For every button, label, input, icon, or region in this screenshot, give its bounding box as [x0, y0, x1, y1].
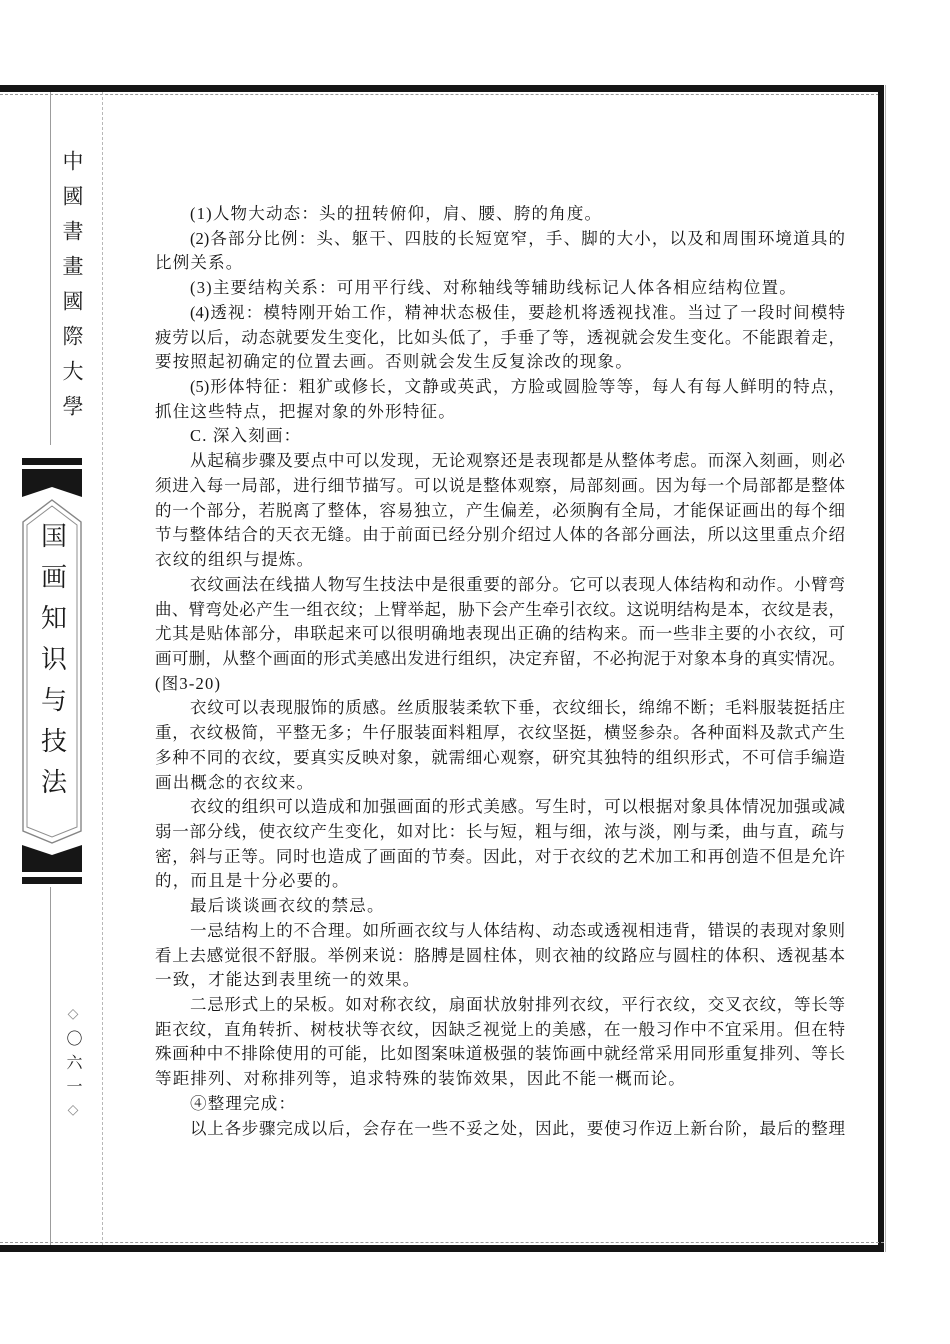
- text-line: 看上去感觉很不舒服。举例来说：胳膊是圆柱体，则衣袖的纹路应与圆柱的体积、透视基本: [155, 945, 845, 965]
- text-line: 衣纹的组织可以造成和加强画面的形式美感。写生时，可以根据对象具体情况加强或减: [190, 797, 845, 817]
- sidebar-rule-upper: [50, 92, 51, 445]
- banner-ribbon-top: [22, 469, 82, 497]
- banner-title: 国画知识与技法: [37, 522, 67, 809]
- text-line: (5)形体特征：粗犷或修长，文静或英武，方脸或圆脸等等，每人有每人鲜明的特点，: [190, 377, 845, 397]
- text-line: 衣纹的组织与提炼。: [155, 550, 315, 570]
- text-line: 二忌形式上的呆板。如对称衣纹，扇面状放射排列衣纹，平行衣纹，交叉衣纹，等长等: [190, 995, 845, 1014]
- banner-top-bar: [22, 458, 82, 465]
- banner-title-wrap: [22, 522, 82, 812]
- title-banner: [22, 458, 82, 885]
- text-line: (2)各部分比例：头、躯干、四肢的长短宽窄，手、脚的大小，以及和周围环境道具的: [190, 228, 845, 248]
- text-line: 以上各步骤完成以后，会存在一些不妥之处，因此，要使习作迈上新台阶，最后的整理: [190, 1118, 845, 1138]
- text-line: 最后谈谈画衣纹的禁忌。: [190, 896, 385, 916]
- page-number-digits: 〇六一: [64, 1030, 81, 1102]
- text-line: 节与整体结合的天衣无缝。由于前面已经分别介绍过人体的各部分画法，所以这里重点介绍: [155, 525, 845, 545]
- text-line: 画出概念的衣纹来。: [155, 772, 315, 792]
- text-line: (4)透视：模特刚开始工作，精神状态极佳，要趁机将透视找准。当过了一段时间模特: [190, 302, 845, 322]
- text-line: 尤其是贴体部分，串联起来可以很明确地表现出正确的结构来。而一些非主要的小衣纹，可: [155, 624, 845, 644]
- text-line: 等距排列、对称排列等，追求特殊的装饰效果，因此不能一概而论。: [155, 1069, 686, 1089]
- text-line: 要按照起初确定的位置去画。否则就会发生反复涂改的现象。: [155, 352, 633, 372]
- right-border-hairline: [885, 85, 886, 1252]
- text-line: ④整理完成：: [190, 1093, 297, 1113]
- page-number-top-ornament: ◇: [65, 1006, 80, 1030]
- text-line: 抓住这些特点，把握对象的外形特征。: [155, 401, 456, 421]
- text-line: 须进入每一局部，进行细节描写。可以说是整体观察，局部刻画。因为每一个局部都是整体: [155, 475, 845, 495]
- text-line: 密，斜与正等。同时也造成了画面的节奏。因此，对于衣纹的艺术加工和再创造不但是允许: [155, 846, 845, 866]
- text-line: 一忌结构上的不合理。如所画衣纹与人体结构、动态或透视相违背，错误的表现对象则: [190, 920, 845, 940]
- text-line: 距衣纹，直角转折、树枝状等衣纹，因缺乏视觉上的美感，在一般习作中不宜采用。但在特: [155, 1019, 845, 1039]
- text-line: 画可删，从整个画面的形式美感出发进行组织，决定弃留，不必拘泥于对象本身的真实情况。: [155, 648, 845, 668]
- text-line: 殊画种中不排除使用的可能，比如图案味道极强的装饰画中就经常采用同形重复排列、等长: [155, 1044, 845, 1064]
- top-border-bar: [0, 85, 884, 92]
- sidebar-rule-inner: [102, 92, 103, 1245]
- text-line: 的一个部分，若脱离了整体，容易独立，产生偏差，必须胸有全局，才能保证画出的每个细: [155, 500, 845, 520]
- sidebar-rule-lower: [50, 887, 51, 1245]
- page-number-bottom-ornament: ◇: [65, 1102, 80, 1126]
- text-line: 比例关系。: [155, 253, 244, 273]
- university-title: 中國書畫國際大學: [60, 150, 84, 430]
- text-line: 的，而且是十分必要的。: [155, 871, 350, 891]
- text-line: 多种不同的衣纹，要真实反映对象，就需细心观察，研究其独特的组织形式，不可信手编造: [155, 747, 845, 767]
- bottom-border-hairline: [0, 1242, 884, 1243]
- text-line: 一致，才能达到表里统一的效果。: [155, 970, 421, 990]
- text-line: 衣纹画法在线描人物写生技法中是很重要的部分。它可以表现人体结构和动作。小臂弯: [190, 574, 845, 594]
- right-border-bar: [878, 85, 884, 1252]
- body-text: [155, 202, 845, 1141]
- text-line: 重，衣纹极简，平整无多；牛仔服装面料粗厚，衣纹坚挺，横竖参杂。各种面料及款式产生: [155, 723, 845, 743]
- text-line: (图3-20): [155, 673, 222, 693]
- text-line: (3)主要结构关系：可用平行线、对称轴线等辅助线标记人体各相应结构位置。: [190, 278, 797, 298]
- text-line: 疲劳以后，动态就要发生变化，比如头低了，手垂了等，透视就会发生变化。不能跟着走，: [155, 327, 845, 347]
- banner-ribbon-bottom: [22, 845, 82, 872]
- top-border-hairline: [0, 94, 884, 95]
- text-line: 从起稿步骤及要点中可以发现，无论观察还是表现都是从整体考虑。而深入刻画，则必: [190, 451, 845, 471]
- banner-bottom-bar: [22, 877, 82, 884]
- text-line: 衣纹可以表现服饰的质感。丝质服装柔软下垂，衣纹细长，绵绵不断；毛料服装挺括庄: [190, 698, 845, 718]
- text-line: (1)人物大动态：头的扭转俯仰，肩、腰、胯的角度。: [190, 204, 603, 223]
- page-number: [64, 1006, 84, 1126]
- text-line: C. 深入刻画：: [190, 426, 302, 446]
- text-line: 曲、臂弯处必产生一组衣纹；上臂举起，胁下会产生牵引衣纹。这说明结构是本，衣纹是表，: [155, 599, 845, 619]
- bottom-border-bar: [0, 1245, 884, 1252]
- text-line: 弱一部分线，使衣纹产生变化，如对比：长与短，粗与细，浓与淡，刚与柔，曲与直，疏与: [155, 821, 845, 841]
